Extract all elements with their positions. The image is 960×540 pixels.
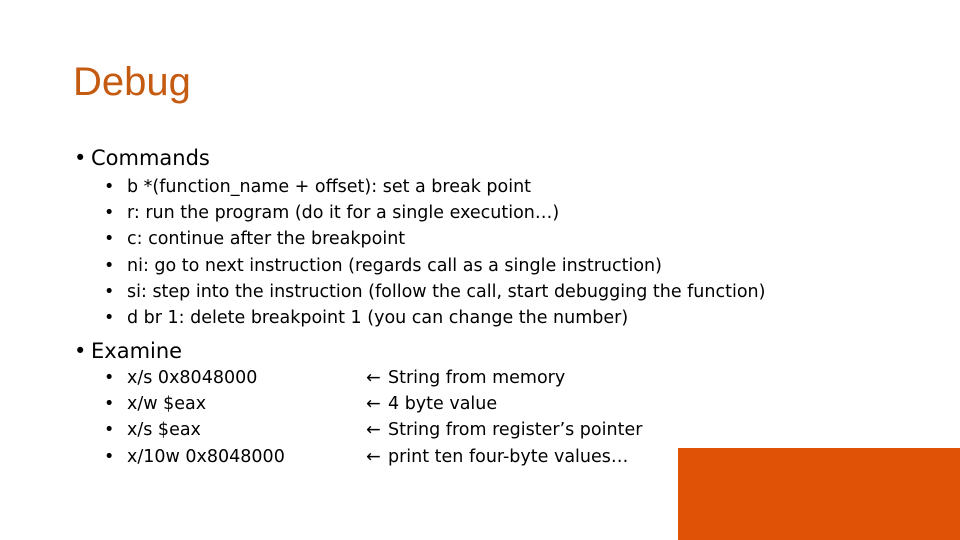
command-text: b *(function_name + offset): set a break point: [127, 177, 532, 197]
bullet-icon: •: [104, 203, 115, 224]
bullet-icon: •: [104, 177, 115, 197]
list-item: [104, 365, 285, 391]
examine-heading: [74, 338, 182, 364]
list-item: [104, 391, 285, 417]
slide-title: Debug: [73, 60, 191, 104]
list-item: [366, 444, 642, 470]
arrow-left-icon: ←: [366, 368, 381, 388]
command-text: c: continue after the breakpoint: [127, 229, 406, 250]
command-text: si: step into the instruction (follow the call, start debugging the function): [127, 281, 766, 302]
examine-command: x/s $eax: [127, 420, 201, 441]
list-item: [104, 305, 765, 331]
examine-description-list: [366, 365, 642, 470]
bullet-icon: •: [104, 420, 115, 441]
examine-command: x/w $eax: [127, 394, 207, 415]
arrow-left-icon: ←: [366, 394, 381, 415]
bullet-icon: •: [104, 255, 115, 276]
list-item: [104, 444, 285, 470]
examine-command: x/10w 0x8048000: [127, 446, 285, 467]
list-item: [366, 417, 642, 443]
bullet-icon: •: [104, 307, 115, 328]
bullet-icon: •: [74, 339, 87, 363]
examine-description: String from memory: [388, 368, 566, 388]
examine-command: x/s 0x8048000: [127, 368, 258, 388]
command-text: r: run the program (do it for a single execution…): [127, 203, 560, 224]
list-item: [366, 365, 642, 391]
bullet-icon: •: [104, 281, 115, 302]
command-text: ni: go to next instruction (regards call as a single instruction): [127, 255, 662, 276]
arrow-left-icon: ←: [366, 446, 381, 467]
bullet-icon: •: [104, 394, 115, 415]
examine-description: 4 byte value: [388, 394, 498, 415]
commands-heading-label: Commands: [91, 146, 210, 170]
list-item: [104, 200, 765, 226]
examine-description: String from register’s pointer: [388, 420, 643, 441]
list-item: [104, 174, 765, 200]
list-item: [104, 417, 285, 443]
list-item: [104, 226, 765, 252]
commands-list: [104, 174, 765, 331]
examine-description: print ten four-byte values…: [388, 446, 629, 467]
list-item: [104, 279, 765, 305]
bullet-icon: •: [74, 146, 87, 170]
list-item: [104, 253, 765, 279]
commands-heading: [74, 145, 210, 171]
examine-heading-label: Examine: [91, 339, 183, 363]
bullet-icon: •: [104, 229, 115, 250]
examine-command-list: [104, 365, 285, 470]
arrow-left-icon: ←: [366, 420, 381, 441]
bullet-icon: •: [104, 368, 115, 388]
bullet-icon: •: [104, 446, 115, 467]
command-text: d br 1: delete breakpoint 1 (you can change the number): [127, 307, 629, 328]
accent-block: [678, 448, 960, 540]
list-item: [366, 391, 642, 417]
